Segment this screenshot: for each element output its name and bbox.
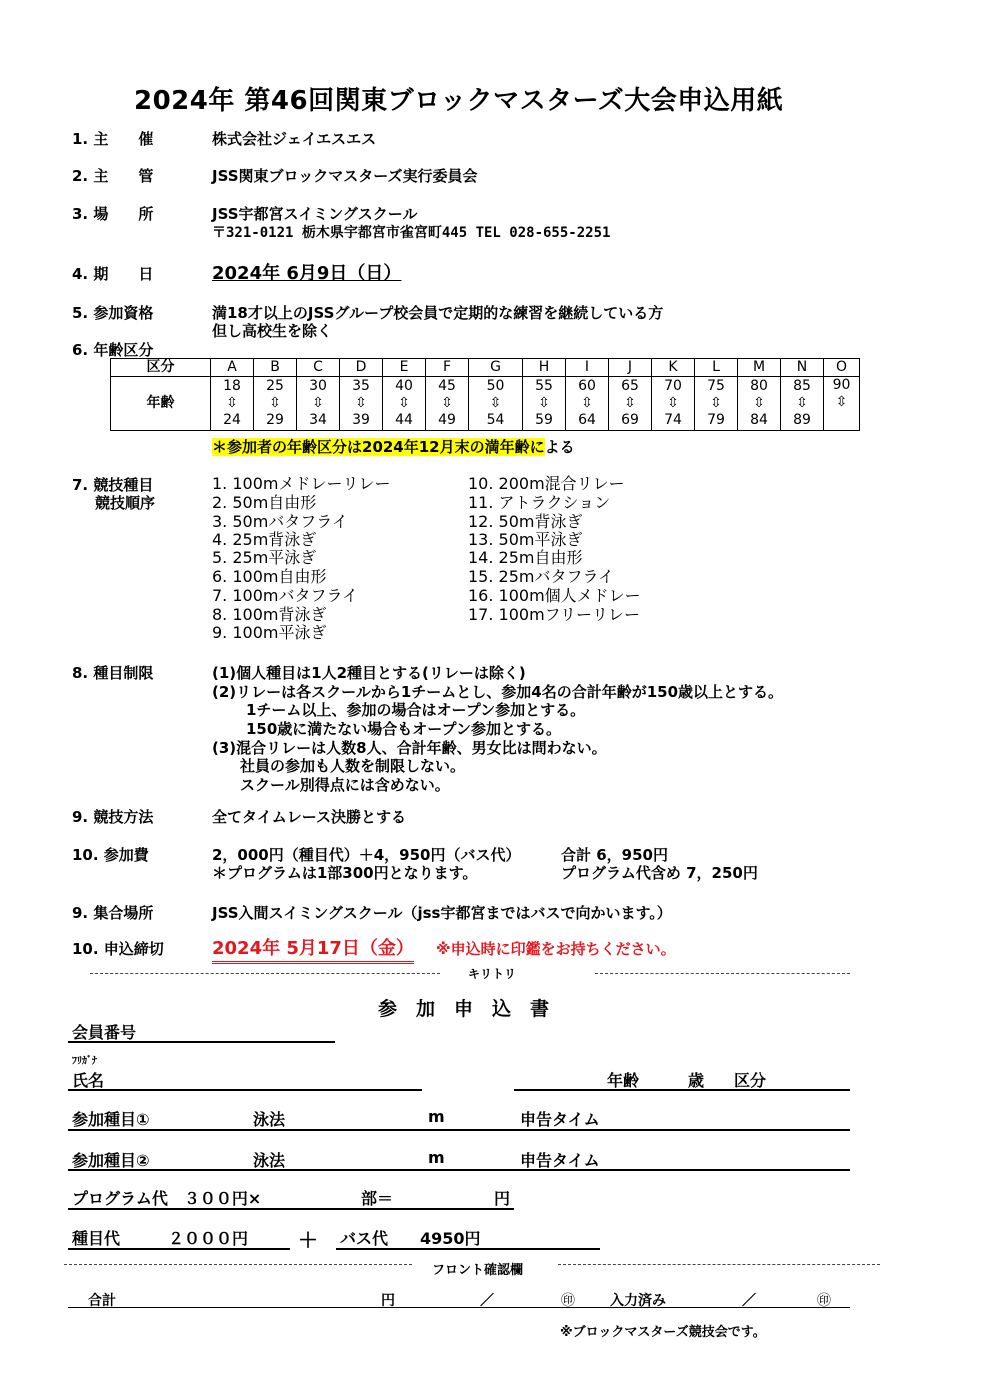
cut-label: キリトリ (468, 967, 517, 981)
age-b-from: 25 (266, 378, 284, 394)
event-list-item: 2. 50m自由形 (212, 493, 317, 512)
event-list-item: 9. 100m平泳ぎ (212, 623, 327, 642)
deadline-date: 2024年 5月17日（金） (212, 934, 414, 964)
front-check-line-left (64, 1264, 412, 1265)
event1-stroke-label: 泳法 (253, 1110, 286, 1129)
age-range-arrow-icon: ⇳ (624, 395, 636, 411)
section-11-value: JSS入間スイミングスクール（jss宇都宮まではバスで向かいます。） (212, 904, 672, 922)
member-number-label: 会員番号 (72, 1023, 137, 1042)
age-range-arrow-icon: ⇳ (538, 395, 550, 411)
deadline-note: ※申込時に印鑑をお持ちください。 (436, 940, 676, 958)
section-4-label: 4. 期 日 (72, 265, 154, 283)
program-yen-label: 円 (494, 1189, 511, 1208)
age-code-g: G (469, 359, 523, 377)
bus-fee-field (336, 1248, 600, 1250)
age-range-arrow-icon: ⇳ (312, 395, 324, 411)
program-fee-field[interactable] (68, 1208, 514, 1210)
total-yen: 円 (381, 1293, 395, 1309)
section-5-label: 5. 参加資格 (72, 304, 154, 322)
event-list-item: 6. 100m自由形 (212, 567, 327, 586)
event-list-item: 11. アトラクション (468, 493, 611, 512)
section-3-address: 〒321-0121 栃木県宇都宮市雀宮町445 TEL 028-655-2251 (212, 225, 611, 241)
age-k-to: 74 (664, 412, 682, 428)
furigana-label: ﾌﾘｶﾞﾅ (72, 1056, 97, 1067)
event-list-item: 8. 100m背泳ぎ (212, 605, 327, 624)
age-range-arrow-icon: ⇳ (753, 395, 765, 411)
age-range-arrow-icon: ⇳ (796, 395, 808, 411)
fee-line-2: ＊プログラムは1部300円となります。 (212, 864, 478, 882)
age-n-to: 89 (793, 412, 811, 428)
footer-note: ※ブロックマスターズ競技会です。 (560, 1325, 766, 1340)
age-k-from: 70 (664, 378, 682, 394)
section-3-value: JSS宇都宮スイミングスクール (212, 205, 418, 223)
event-list-item: 17. 100mフリーリレー (468, 605, 641, 624)
fee-total-1: 合計 6，950円 (561, 846, 668, 864)
section-4-value: 2024年 6月9日（日） (212, 263, 402, 284)
front-check-label: フロント確認欄 (432, 1263, 524, 1278)
restriction-line: 社員の参加も人数を制限しない。 (240, 757, 466, 775)
restriction-line: (3)混合リレーは人数8人、合計年齢、男女比は問わない。 (212, 739, 607, 757)
age-code-l: L (695, 359, 738, 377)
section-7-label: 7. 競技種目 (72, 476, 154, 494)
name-label: 氏名 (72, 1071, 105, 1090)
age-h-to: 59 (535, 412, 553, 428)
age-e-from: 40 (395, 378, 413, 394)
event1-label: 参加種目① (72, 1110, 150, 1129)
age-code-j: J (609, 359, 652, 377)
front-check-line-right (558, 1264, 880, 1265)
restriction-line: スクール別得点には含めない。 (240, 776, 450, 794)
age-i-from: 60 (578, 378, 596, 394)
event1-meter-label: m (428, 1107, 445, 1126)
age-b-to: 29 (266, 412, 284, 428)
age-range-arrow-icon: ⇳ (489, 395, 502, 411)
age-c-from: 30 (309, 378, 327, 394)
restriction-line: (2)リレーは各スクールから1チームとし、参加4名の合計年齢が150歳以上とする。 (212, 683, 784, 701)
event-list-item: 5. 25m平泳ぎ (212, 548, 317, 567)
bus-fee-label: バス代 4950円 (340, 1229, 481, 1248)
event-list-item: 3. 50mバタフライ (212, 512, 348, 531)
age-range-arrow-icon: ⇳ (355, 395, 367, 411)
age-code-b: B (254, 359, 297, 377)
sai-label: 歳 (688, 1071, 705, 1090)
section-2-value: JSS関東ブロックマスターズ実行委員会 (212, 167, 478, 185)
age-code-c: C (297, 359, 340, 377)
age-l-from: 75 (707, 378, 725, 394)
age-d-to: 39 (352, 412, 370, 428)
event2-field[interactable] (68, 1169, 850, 1171)
name-field[interactable] (68, 1089, 422, 1091)
cut-line-right (595, 973, 850, 974)
restriction-line: (1)個人種目は1人2種目とする(リレーは除く) (212, 664, 526, 682)
total-slash: ／ (480, 1293, 494, 1309)
age-range-arrow-icon: ⇳ (710, 395, 722, 411)
age-range-arrow-icon: ⇳ (581, 395, 593, 411)
age-o-from: 90 (832, 377, 851, 393)
section-8-label: 8. 種目制限 (72, 664, 154, 682)
age-g-from: 50 (486, 378, 505, 394)
age-code-a: A (211, 359, 254, 377)
age-code-o: O (824, 359, 860, 377)
cut-line-left (90, 973, 440, 974)
section-10-label: 10. 参加費 (72, 846, 149, 864)
section-9-label: 9. 競技方法 (72, 808, 154, 826)
age-j-to: 69 (621, 412, 639, 428)
age-code-n: N (781, 359, 824, 377)
event-list-item: 1. 100mメドレーリレー (212, 474, 391, 493)
age-code-h: H (523, 359, 566, 377)
age-range-arrow-icon: ⇳ (667, 395, 679, 411)
age-note-tail: よる (544, 438, 575, 456)
section-12-label: 10. 申込締切 (72, 940, 164, 958)
age-range-arrow-icon: ⇳ (441, 395, 453, 411)
form-title: 参 加 申 込 書 (378, 998, 550, 1020)
event-list-item: 7. 100mバタフライ (212, 586, 358, 605)
restriction-line: 1チーム以上、参加の場合はオープン参加とする。 (246, 701, 586, 719)
event-list-item: 15. 25mバタフライ (468, 567, 614, 586)
age-range-arrow-icon: ⇳ (835, 394, 848, 410)
age-table-age-label: 年齢 (111, 377, 211, 431)
age-e-to: 44 (395, 412, 413, 428)
age-range-arrow-icon: ⇳ (226, 395, 238, 411)
age-f-to: 49 (438, 412, 456, 428)
plus-sign: ＋ (298, 1228, 318, 1252)
age-category-table (110, 358, 860, 431)
section-2-label: 2. 主 管 (72, 167, 154, 185)
age-field[interactable] (514, 1089, 850, 1091)
event-list-item: 14. 25m自由形 (468, 548, 583, 567)
restriction-line: 150歳に満たない場合もオープン参加とする。 (246, 720, 561, 738)
age-n-from: 85 (793, 378, 811, 394)
kubun-label: 区分 (734, 1071, 767, 1090)
program-copies-label: 部＝ (361, 1189, 394, 1208)
event-list-item: 4. 25m背泳ぎ (212, 530, 317, 549)
age-code-d: D (340, 359, 383, 377)
event-fee-label: 種目代 ２０００円 (72, 1229, 249, 1248)
age-code-k: K (652, 359, 695, 377)
event2-label: 参加種目② (72, 1151, 150, 1170)
total-field[interactable] (68, 1307, 850, 1308)
age-note-highlight: ＊参加者の年齢区分は2024年12月末の満年齢に (212, 438, 545, 456)
age-range-arrow-icon: ⇳ (269, 395, 281, 411)
age-a-from: 18 (223, 378, 241, 394)
age-range-arrow-icon: ⇳ (398, 395, 410, 411)
age-c-to: 34 (309, 412, 327, 428)
age-note (212, 436, 575, 457)
fee-total-2: プログラム代含め 7，250円 (561, 864, 758, 882)
section-1-label: 1. 主 催 (72, 130, 154, 148)
total-label: 合計 (88, 1293, 116, 1309)
age-h-from: 55 (535, 378, 553, 394)
age-m-from: 80 (750, 378, 768, 394)
event1-time-label: 申告タイム (520, 1110, 600, 1129)
section-7-label-2: 競技順序 (95, 494, 156, 512)
age-j-from: 65 (621, 378, 639, 394)
section-5-line2: 但し高校生を除く (212, 322, 333, 340)
seal-icon: ㊞ (561, 1293, 575, 1309)
age-code-m: M (738, 359, 781, 377)
section-11-label: 9. 集合場所 (72, 904, 154, 922)
age-table-header-label: 区分 (111, 359, 211, 377)
seal-icon: ㊞ (817, 1293, 831, 1309)
section-3-label: 3. 場 所 (72, 205, 154, 223)
program-fee-label: プログラム代 ３００円× (72, 1189, 262, 1208)
section-1-value: 株式会社ジェイエスエス (212, 130, 377, 148)
event1-field[interactable] (68, 1129, 850, 1131)
member-number-field[interactable] (68, 1041, 335, 1043)
section-6-label: 6. 年齢区分 (72, 341, 154, 359)
event-list-item: 13. 50m平泳ぎ (468, 530, 583, 549)
event-list-item: 10. 200m混合リレー (468, 474, 625, 493)
event2-meter-label: m (428, 1148, 445, 1167)
page-title: 2024年 第46回関東ブロックマスターズ大会申込用紙 (134, 86, 784, 116)
age-code-e: E (383, 359, 426, 377)
age-d-from: 35 (352, 378, 370, 394)
section-9-value: 全てタイムレース決勝とする (212, 808, 406, 826)
fee-line-1: 2，000円（種目代）＋4，950円（バス代） (212, 846, 521, 864)
age-code-f: F (426, 359, 469, 377)
age-i-to: 64 (578, 412, 596, 428)
event-list-item: 12. 50m背泳ぎ (468, 512, 583, 531)
event-fee-field (68, 1248, 290, 1250)
age-l-to: 79 (707, 412, 725, 428)
entered-slash: ／ (742, 1293, 756, 1309)
section-5-line1: 満18才以上のJSSグループ校会員で定期的な練習を継続している方 (212, 304, 664, 322)
age-a-to: 24 (223, 412, 241, 428)
event-list-item: 16. 100m個人メドレー (468, 586, 641, 605)
entered-label: 入力済み (610, 1293, 666, 1309)
age-code-i: I (566, 359, 609, 377)
age-label: 年齢 (607, 1071, 640, 1090)
age-m-to: 84 (750, 412, 768, 428)
event2-stroke-label: 泳法 (253, 1151, 286, 1170)
age-g-to: 54 (486, 412, 505, 428)
event2-time-label: 申告タイム (520, 1151, 600, 1170)
age-f-from: 45 (438, 378, 456, 394)
